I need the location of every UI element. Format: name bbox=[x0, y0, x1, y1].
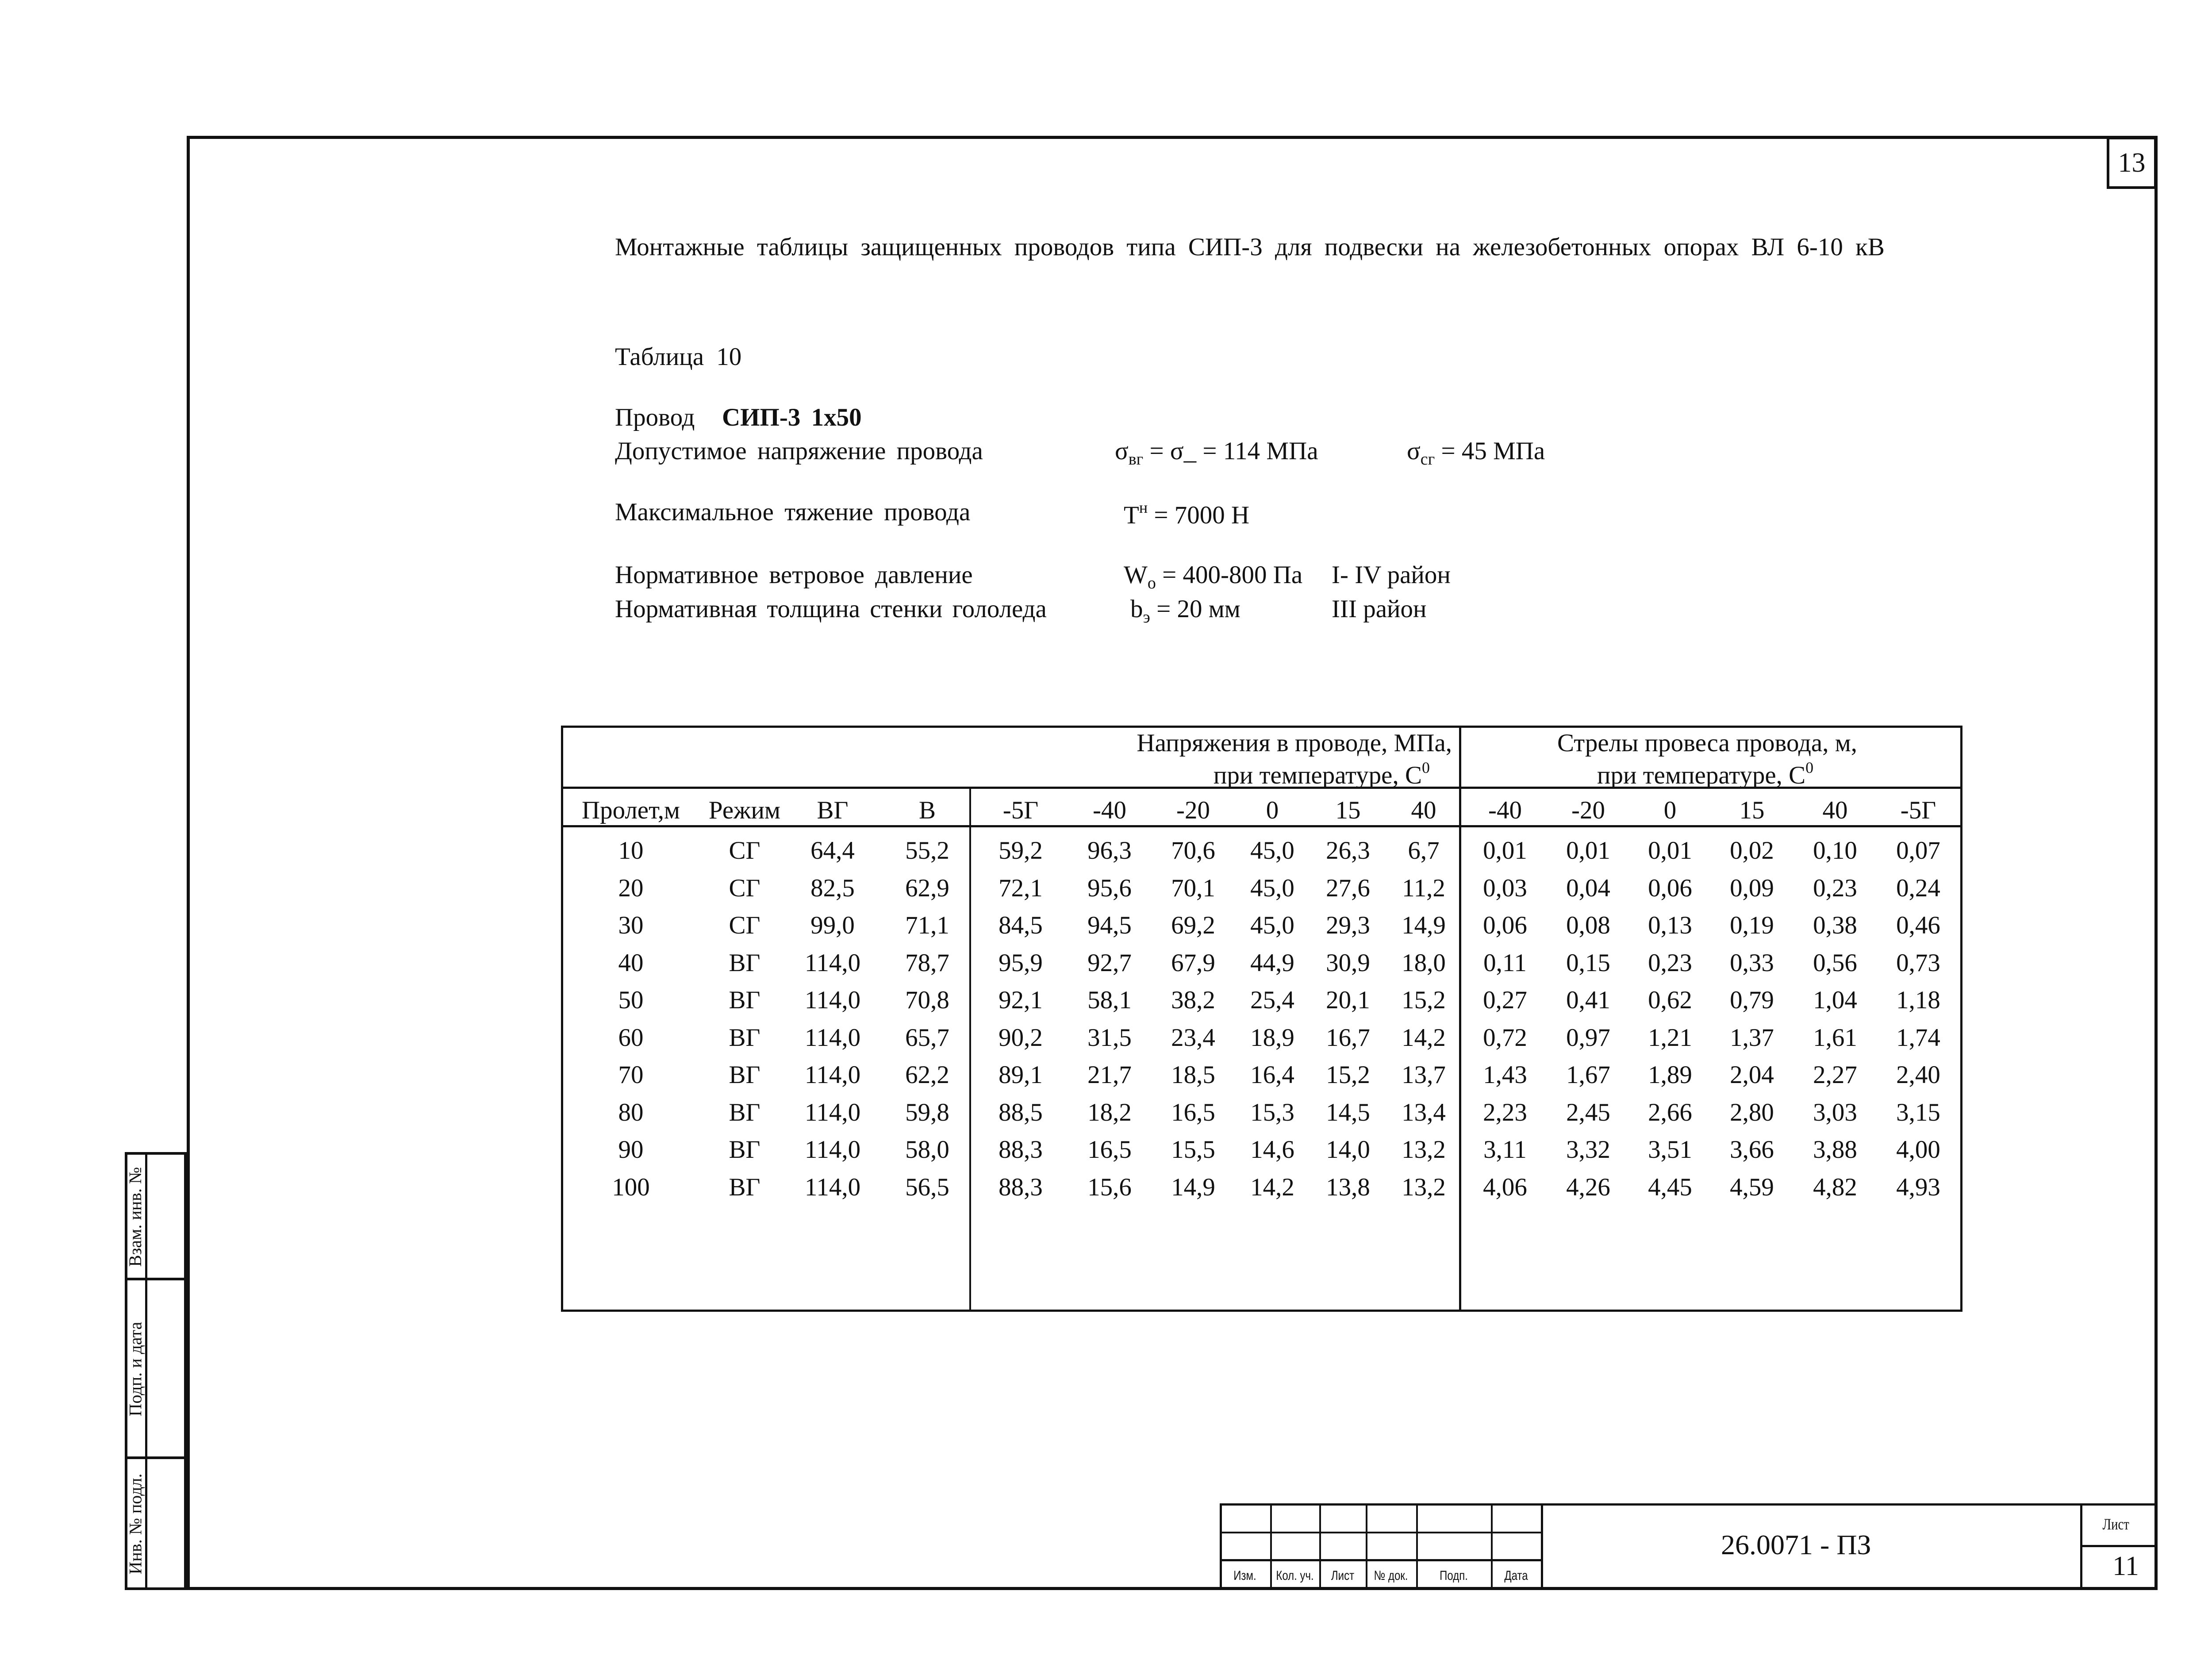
stress-vg-rest: = σ_ = 114 МПа bbox=[1143, 437, 1318, 465]
sigma-symbol: σ bbox=[1115, 437, 1129, 465]
column-header: Режим bbox=[708, 796, 781, 824]
table-cell: ВГ bbox=[729, 1098, 760, 1126]
stress-vg-sub: вг bbox=[1128, 450, 1144, 469]
tension-sup: н bbox=[1139, 499, 1148, 516]
table-cell: СГ bbox=[729, 874, 760, 902]
table-cell: 84,5 bbox=[998, 911, 1043, 939]
table-cell: 14,2 bbox=[1250, 1173, 1294, 1201]
degree-sign: 0 bbox=[1422, 759, 1430, 776]
table-cell: 59,2 bbox=[998, 837, 1043, 864]
table-cell: ВГ bbox=[729, 1173, 760, 1201]
table-cell: 70,8 bbox=[905, 986, 949, 1014]
column-header: 15 bbox=[1739, 796, 1765, 824]
table-cell: 0,62 bbox=[1648, 986, 1692, 1014]
title-block-column-label: № док. bbox=[1374, 1568, 1408, 1583]
table-cell: 88,3 bbox=[998, 1136, 1043, 1164]
table-cell: 40 bbox=[618, 949, 644, 977]
table-cell: 2,27 bbox=[1813, 1061, 1857, 1089]
sag-group-header-line2 bbox=[1597, 760, 1813, 788]
table-cell: 14,9 bbox=[1402, 911, 1446, 939]
table-cell: 18,5 bbox=[1171, 1061, 1215, 1089]
column-header: -40 bbox=[1093, 796, 1126, 824]
table-cell: 50 bbox=[618, 986, 644, 1014]
table-cell: 31,5 bbox=[1087, 1023, 1132, 1052]
table-cell: 0,13 bbox=[1648, 911, 1692, 939]
table-cell: 0,38 bbox=[1813, 911, 1857, 939]
table-body-divider bbox=[561, 825, 1962, 827]
table-cell: 62,9 bbox=[905, 874, 949, 902]
table-cell: 30 bbox=[618, 911, 644, 939]
stress-sg-rest: = 45 МПа bbox=[1435, 437, 1545, 465]
table-cell: 96,3 bbox=[1087, 837, 1132, 864]
table-cell: 0,19 bbox=[1730, 911, 1774, 939]
table-cell: 20,1 bbox=[1326, 986, 1370, 1014]
table-cell: 0,41 bbox=[1566, 986, 1610, 1014]
stress-group-header-line2 bbox=[1214, 760, 1430, 788]
table-cell: 62,2 bbox=[905, 1061, 949, 1089]
table-cell: 55,2 bbox=[905, 837, 949, 864]
ice-sub: э bbox=[1143, 608, 1150, 626]
column-header: ВГ bbox=[817, 796, 849, 824]
wire-value: СИП-3 1х50 bbox=[722, 403, 862, 431]
table-cell: 114,0 bbox=[804, 1061, 861, 1089]
title-block-column-label: Дата bbox=[1504, 1568, 1528, 1583]
wind-sub: о bbox=[1147, 574, 1156, 592]
table-cell: 114,0 bbox=[804, 1136, 861, 1164]
table-cell: 71,1 bbox=[905, 911, 949, 939]
table-cell: 15,6 bbox=[1087, 1173, 1132, 1201]
table-cell: 4,82 bbox=[1813, 1173, 1857, 1201]
table-cell: 69,2 bbox=[1171, 911, 1215, 939]
table-cell: 15,3 bbox=[1250, 1098, 1294, 1126]
table-cell: 1,43 bbox=[1483, 1061, 1527, 1089]
table-cell: 67,9 bbox=[1171, 949, 1215, 977]
table-cell: 0,06 bbox=[1648, 874, 1692, 902]
table-cell: 2,40 bbox=[1896, 1061, 1940, 1089]
table-cell: 56,5 bbox=[905, 1173, 949, 1201]
table-cell: 78,7 bbox=[905, 949, 949, 977]
table-cell: 45,0 bbox=[1250, 911, 1294, 939]
table-cell: 0,01 bbox=[1648, 837, 1692, 864]
table-cell: 27,6 bbox=[1326, 874, 1370, 902]
title-block-top-edge bbox=[1220, 1503, 2158, 1506]
column-header: -20 bbox=[1176, 796, 1210, 824]
table-cell: 15,5 bbox=[1171, 1136, 1215, 1164]
table-cell: 114,0 bbox=[804, 1098, 861, 1126]
title-block-column-line bbox=[1366, 1503, 1367, 1590]
table-cell: 3,88 bbox=[1813, 1136, 1857, 1164]
table-cell: 13,2 bbox=[1402, 1136, 1446, 1164]
column-header: -40 bbox=[1488, 796, 1522, 824]
table-cell: 1,61 bbox=[1813, 1023, 1857, 1052]
table-cell: 0,79 bbox=[1730, 986, 1774, 1014]
table-cell: 0,97 bbox=[1566, 1023, 1610, 1052]
table-cell: 0,09 bbox=[1730, 874, 1774, 902]
wind-label: Нормативное ветровое давление bbox=[615, 561, 973, 589]
table-cell: 38,2 bbox=[1171, 986, 1215, 1014]
table-cell: 13,4 bbox=[1402, 1098, 1446, 1126]
table-cell: ВГ bbox=[729, 1136, 760, 1164]
sheet-number-top: 13 bbox=[2107, 137, 2157, 189]
table-cell: 59,8 bbox=[905, 1098, 949, 1126]
table-cell: 14,0 bbox=[1326, 1136, 1370, 1164]
column-header: 0 bbox=[1266, 796, 1279, 824]
table-cell: 3,66 bbox=[1730, 1136, 1774, 1164]
table-cell: 92,1 bbox=[998, 986, 1043, 1014]
inv-text: Инв. № подл. bbox=[125, 1473, 146, 1574]
tension-label: Максимальное тяжение провода bbox=[615, 498, 971, 526]
table-cell: 3,11 bbox=[1483, 1136, 1527, 1164]
table-cell: 70 bbox=[618, 1061, 644, 1089]
column-header: 0 bbox=[1663, 796, 1677, 824]
table-cell: 58,1 bbox=[1087, 986, 1132, 1014]
column-header: 40 bbox=[1822, 796, 1848, 824]
table-cell: 0,04 bbox=[1566, 874, 1610, 902]
table-cell: 3,32 bbox=[1566, 1136, 1610, 1164]
table-cell: 0,03 bbox=[1483, 874, 1527, 902]
table-cell: ВГ bbox=[729, 949, 760, 977]
table-cell: 88,5 bbox=[998, 1098, 1043, 1126]
table-cell: 3,51 bbox=[1648, 1136, 1692, 1164]
table-cell: 95,9 bbox=[998, 949, 1043, 977]
table-cell: 0,01 bbox=[1483, 837, 1527, 864]
sheet-number: 11 bbox=[2112, 1551, 2139, 1581]
table-cell: 2,04 bbox=[1730, 1061, 1774, 1089]
column-header: 15 bbox=[1335, 796, 1361, 824]
table-cell: 1,21 bbox=[1648, 1023, 1692, 1052]
ice-region: III район bbox=[1332, 595, 1427, 623]
table-cell: 10 bbox=[618, 837, 644, 864]
table-cell: 6,7 bbox=[1408, 837, 1440, 864]
table-cell: 0,02 bbox=[1730, 837, 1774, 864]
table-col-divider-2 bbox=[1459, 726, 1461, 1312]
table-cell: 13,7 bbox=[1402, 1061, 1446, 1089]
tension-rest: = 7000 Н bbox=[1148, 501, 1250, 529]
table-cell: 14,2 bbox=[1402, 1023, 1446, 1052]
stress-sg-value bbox=[1407, 438, 1545, 468]
table-cell: 4,45 bbox=[1648, 1173, 1692, 1201]
table-cell: 0,23 bbox=[1648, 949, 1692, 977]
table-cell: 92,7 bbox=[1087, 949, 1132, 977]
table-col-divider-1 bbox=[969, 789, 971, 1312]
table-cell: 25,4 bbox=[1250, 986, 1294, 1014]
table-cell: 0,46 bbox=[1896, 911, 1940, 939]
table-cell: 1,18 bbox=[1896, 986, 1940, 1014]
sigma-symbol: σ bbox=[1407, 437, 1421, 465]
table-cell: 95,6 bbox=[1087, 874, 1132, 902]
table-cell: 60 bbox=[618, 1023, 644, 1052]
table-cell: 4,00 bbox=[1896, 1136, 1940, 1164]
tension-symbol: T bbox=[1124, 501, 1139, 529]
table-cell: 15,2 bbox=[1402, 986, 1446, 1014]
table-cell: 26,3 bbox=[1326, 837, 1370, 864]
table-cell: 1,04 bbox=[1813, 986, 1857, 1014]
tension-value bbox=[1124, 499, 1249, 528]
table-cell: 94,5 bbox=[1087, 911, 1132, 939]
table-cell: 114,0 bbox=[804, 949, 861, 977]
table-cell: 2,66 bbox=[1648, 1098, 1692, 1126]
wind-region: I- IV район bbox=[1332, 561, 1451, 589]
sag-group-text: при температуре, С bbox=[1597, 761, 1806, 789]
table-cell: 21,7 bbox=[1087, 1061, 1132, 1089]
table-cell: ВГ bbox=[729, 986, 760, 1014]
column-header: В bbox=[918, 796, 936, 824]
table-cell: 45,0 bbox=[1250, 837, 1294, 864]
ice-value bbox=[1130, 596, 1240, 626]
ice-rest: = 20 мм bbox=[1150, 595, 1240, 623]
table-cell: 18,0 bbox=[1402, 949, 1446, 977]
table-cell: 89,1 bbox=[998, 1061, 1043, 1089]
table-cell: 4,06 bbox=[1483, 1173, 1527, 1201]
ice-label: Нормативная толщина стенки гололеда bbox=[615, 595, 1047, 623]
title-block-row-2 bbox=[1220, 1559, 1543, 1561]
table-cell: 45,0 bbox=[1250, 874, 1294, 902]
table-cell: 0,07 bbox=[1896, 837, 1940, 864]
table-cell: 4,59 bbox=[1730, 1173, 1774, 1201]
table-cell: 0,23 bbox=[1813, 874, 1857, 902]
title-block-column-line bbox=[1416, 1503, 1418, 1590]
table-cell: 0,01 bbox=[1566, 837, 1610, 864]
side-label-inv bbox=[125, 1459, 145, 1588]
table-cell: 4,93 bbox=[1896, 1173, 1940, 1201]
table-cell: 2,23 bbox=[1483, 1098, 1527, 1126]
table-cell: 30,9 bbox=[1326, 949, 1370, 977]
table-cell: 2,45 bbox=[1566, 1098, 1610, 1126]
side-label-podp bbox=[125, 1280, 145, 1457]
vzam-text: Взам. инв. № bbox=[125, 1167, 146, 1267]
title-block-column-label: Изм. bbox=[1233, 1568, 1256, 1583]
table-cell: 3,15 bbox=[1896, 1098, 1940, 1126]
table-cell: 65,7 bbox=[905, 1023, 949, 1052]
sag-group-header-line1: Стрелы провеса провода, м, bbox=[1557, 729, 1858, 757]
table-cell: 3,03 bbox=[1813, 1098, 1857, 1126]
wire-label: Провод bbox=[615, 403, 695, 431]
table-cell: 0,24 bbox=[1896, 874, 1940, 902]
table-cell: 16,4 bbox=[1250, 1061, 1294, 1089]
table-cell: 90 bbox=[618, 1136, 644, 1164]
title-block-column-line bbox=[1270, 1503, 1272, 1590]
table-cell: 70,6 bbox=[1171, 837, 1215, 864]
table-cell: 0,06 bbox=[1483, 911, 1527, 939]
ice-symbol: b bbox=[1130, 595, 1143, 623]
table-cell: 18,9 bbox=[1250, 1023, 1294, 1052]
title-block-column-label: Лист bbox=[1331, 1568, 1354, 1583]
doc-code: 26.0071 - ПЗ bbox=[1721, 1529, 1871, 1560]
table-cell: 11,2 bbox=[1402, 874, 1445, 902]
table-cell: 16,7 bbox=[1326, 1023, 1370, 1052]
stress-vg-value bbox=[1115, 438, 1318, 468]
table-cell: 14,9 bbox=[1171, 1173, 1215, 1201]
table-cell: 16,5 bbox=[1171, 1098, 1215, 1126]
table-cell: 0,56 bbox=[1813, 949, 1857, 977]
table-cell: ВГ bbox=[729, 1023, 760, 1052]
table-cell: 44,9 bbox=[1250, 949, 1294, 977]
table-caption: Таблица 10 bbox=[615, 343, 742, 371]
table-cell: 29,3 bbox=[1326, 911, 1370, 939]
table-cell: 80 bbox=[618, 1098, 644, 1126]
table-cell: 58,0 bbox=[905, 1136, 949, 1164]
stress-sg-sub: сг bbox=[1420, 450, 1435, 469]
table-cell: 15,2 bbox=[1326, 1061, 1370, 1089]
title-block-column-label: Подп. bbox=[1439, 1568, 1468, 1583]
table-cell: 0,11 bbox=[1483, 949, 1527, 977]
sheet-label: Лист bbox=[2102, 1515, 2129, 1533]
table-cell: 13,8 bbox=[1326, 1173, 1370, 1201]
stress-group-text: при температуре, С bbox=[1213, 761, 1422, 789]
table-cell: 0,08 bbox=[1566, 911, 1610, 939]
table-cell: 114,0 bbox=[804, 986, 861, 1014]
column-header: 40 bbox=[1411, 796, 1436, 824]
title-block-row-1 bbox=[1220, 1532, 1543, 1533]
title-block-column-label: Кол. уч. bbox=[1275, 1568, 1314, 1583]
table-cell: 0,27 bbox=[1483, 986, 1527, 1014]
table-cell: 82,5 bbox=[810, 874, 855, 902]
wind-symbol: W bbox=[1124, 561, 1148, 589]
side-label-vzam bbox=[125, 1155, 145, 1279]
table-cell: 72,1 bbox=[998, 874, 1043, 902]
table-cell: 90,2 bbox=[998, 1023, 1043, 1052]
page-title: Монтажные таблицы защищенных проводов типа СИП-3 для подвески на железобетонных опорах ВЛ 6-10 кВ bbox=[615, 233, 1885, 261]
column-header: -5Г bbox=[1900, 796, 1936, 824]
table-cell: 0,73 bbox=[1896, 949, 1940, 977]
title-block-column-line bbox=[1319, 1503, 1321, 1590]
degree-sign: 0 bbox=[1805, 759, 1814, 776]
table-cell: 114,0 bbox=[804, 1173, 861, 1201]
title-block-main-divider bbox=[1541, 1503, 1543, 1590]
table-cell: 1,67 bbox=[1566, 1061, 1610, 1089]
table-cell: 16,5 bbox=[1087, 1136, 1132, 1164]
column-header: -5Г bbox=[1002, 796, 1039, 824]
table-cell: 14,5 bbox=[1326, 1098, 1370, 1126]
title-block-sheet-row bbox=[2080, 1545, 2158, 1547]
table-cell: 2,80 bbox=[1730, 1098, 1774, 1126]
table-cell: 13,2 bbox=[1402, 1173, 1446, 1201]
table-cell: 114,0 bbox=[804, 1023, 861, 1052]
table-cell: 100 bbox=[612, 1173, 650, 1201]
table-cell: 23,4 bbox=[1171, 1023, 1215, 1052]
table-cell: ВГ bbox=[729, 1061, 760, 1089]
table-cell: 70,1 bbox=[1171, 874, 1215, 902]
table-cell: СГ bbox=[729, 837, 760, 864]
table-cell: 0,33 bbox=[1730, 949, 1774, 977]
wind-rest: = 400-800 Па bbox=[1156, 561, 1303, 589]
column-header: Пролет,м bbox=[581, 796, 680, 824]
table-cell: 14,6 bbox=[1250, 1136, 1294, 1164]
title-block-left-edge bbox=[1220, 1503, 1222, 1590]
title-block-column-line bbox=[1491, 1503, 1493, 1590]
table-cell: 18,2 bbox=[1087, 1098, 1132, 1126]
podp-text: Подп. и дата bbox=[125, 1322, 146, 1416]
table-cell: 4,26 bbox=[1566, 1173, 1610, 1201]
table-cell: 1,37 bbox=[1730, 1023, 1774, 1052]
wind-value bbox=[1124, 562, 1302, 592]
table-cell: 99,0 bbox=[810, 911, 855, 939]
table-cell: 0,10 bbox=[1813, 837, 1857, 864]
table-cell: 0,15 bbox=[1566, 949, 1610, 977]
table-cell: СГ bbox=[729, 911, 760, 939]
table-cell: 1,74 bbox=[1896, 1023, 1940, 1052]
stress-group-header-line1: Напряжения в проводе, МПа, bbox=[1137, 729, 1452, 757]
table-cell: 1,89 bbox=[1648, 1061, 1692, 1089]
table-cell: 64,4 bbox=[810, 837, 855, 864]
table-cell: 20 bbox=[618, 874, 644, 902]
column-header: -20 bbox=[1571, 796, 1605, 824]
stress-label: Допустимое напряжение провода bbox=[615, 437, 983, 465]
table-cell: 0,72 bbox=[1483, 1023, 1527, 1052]
table-cell: 88,3 bbox=[998, 1173, 1043, 1201]
